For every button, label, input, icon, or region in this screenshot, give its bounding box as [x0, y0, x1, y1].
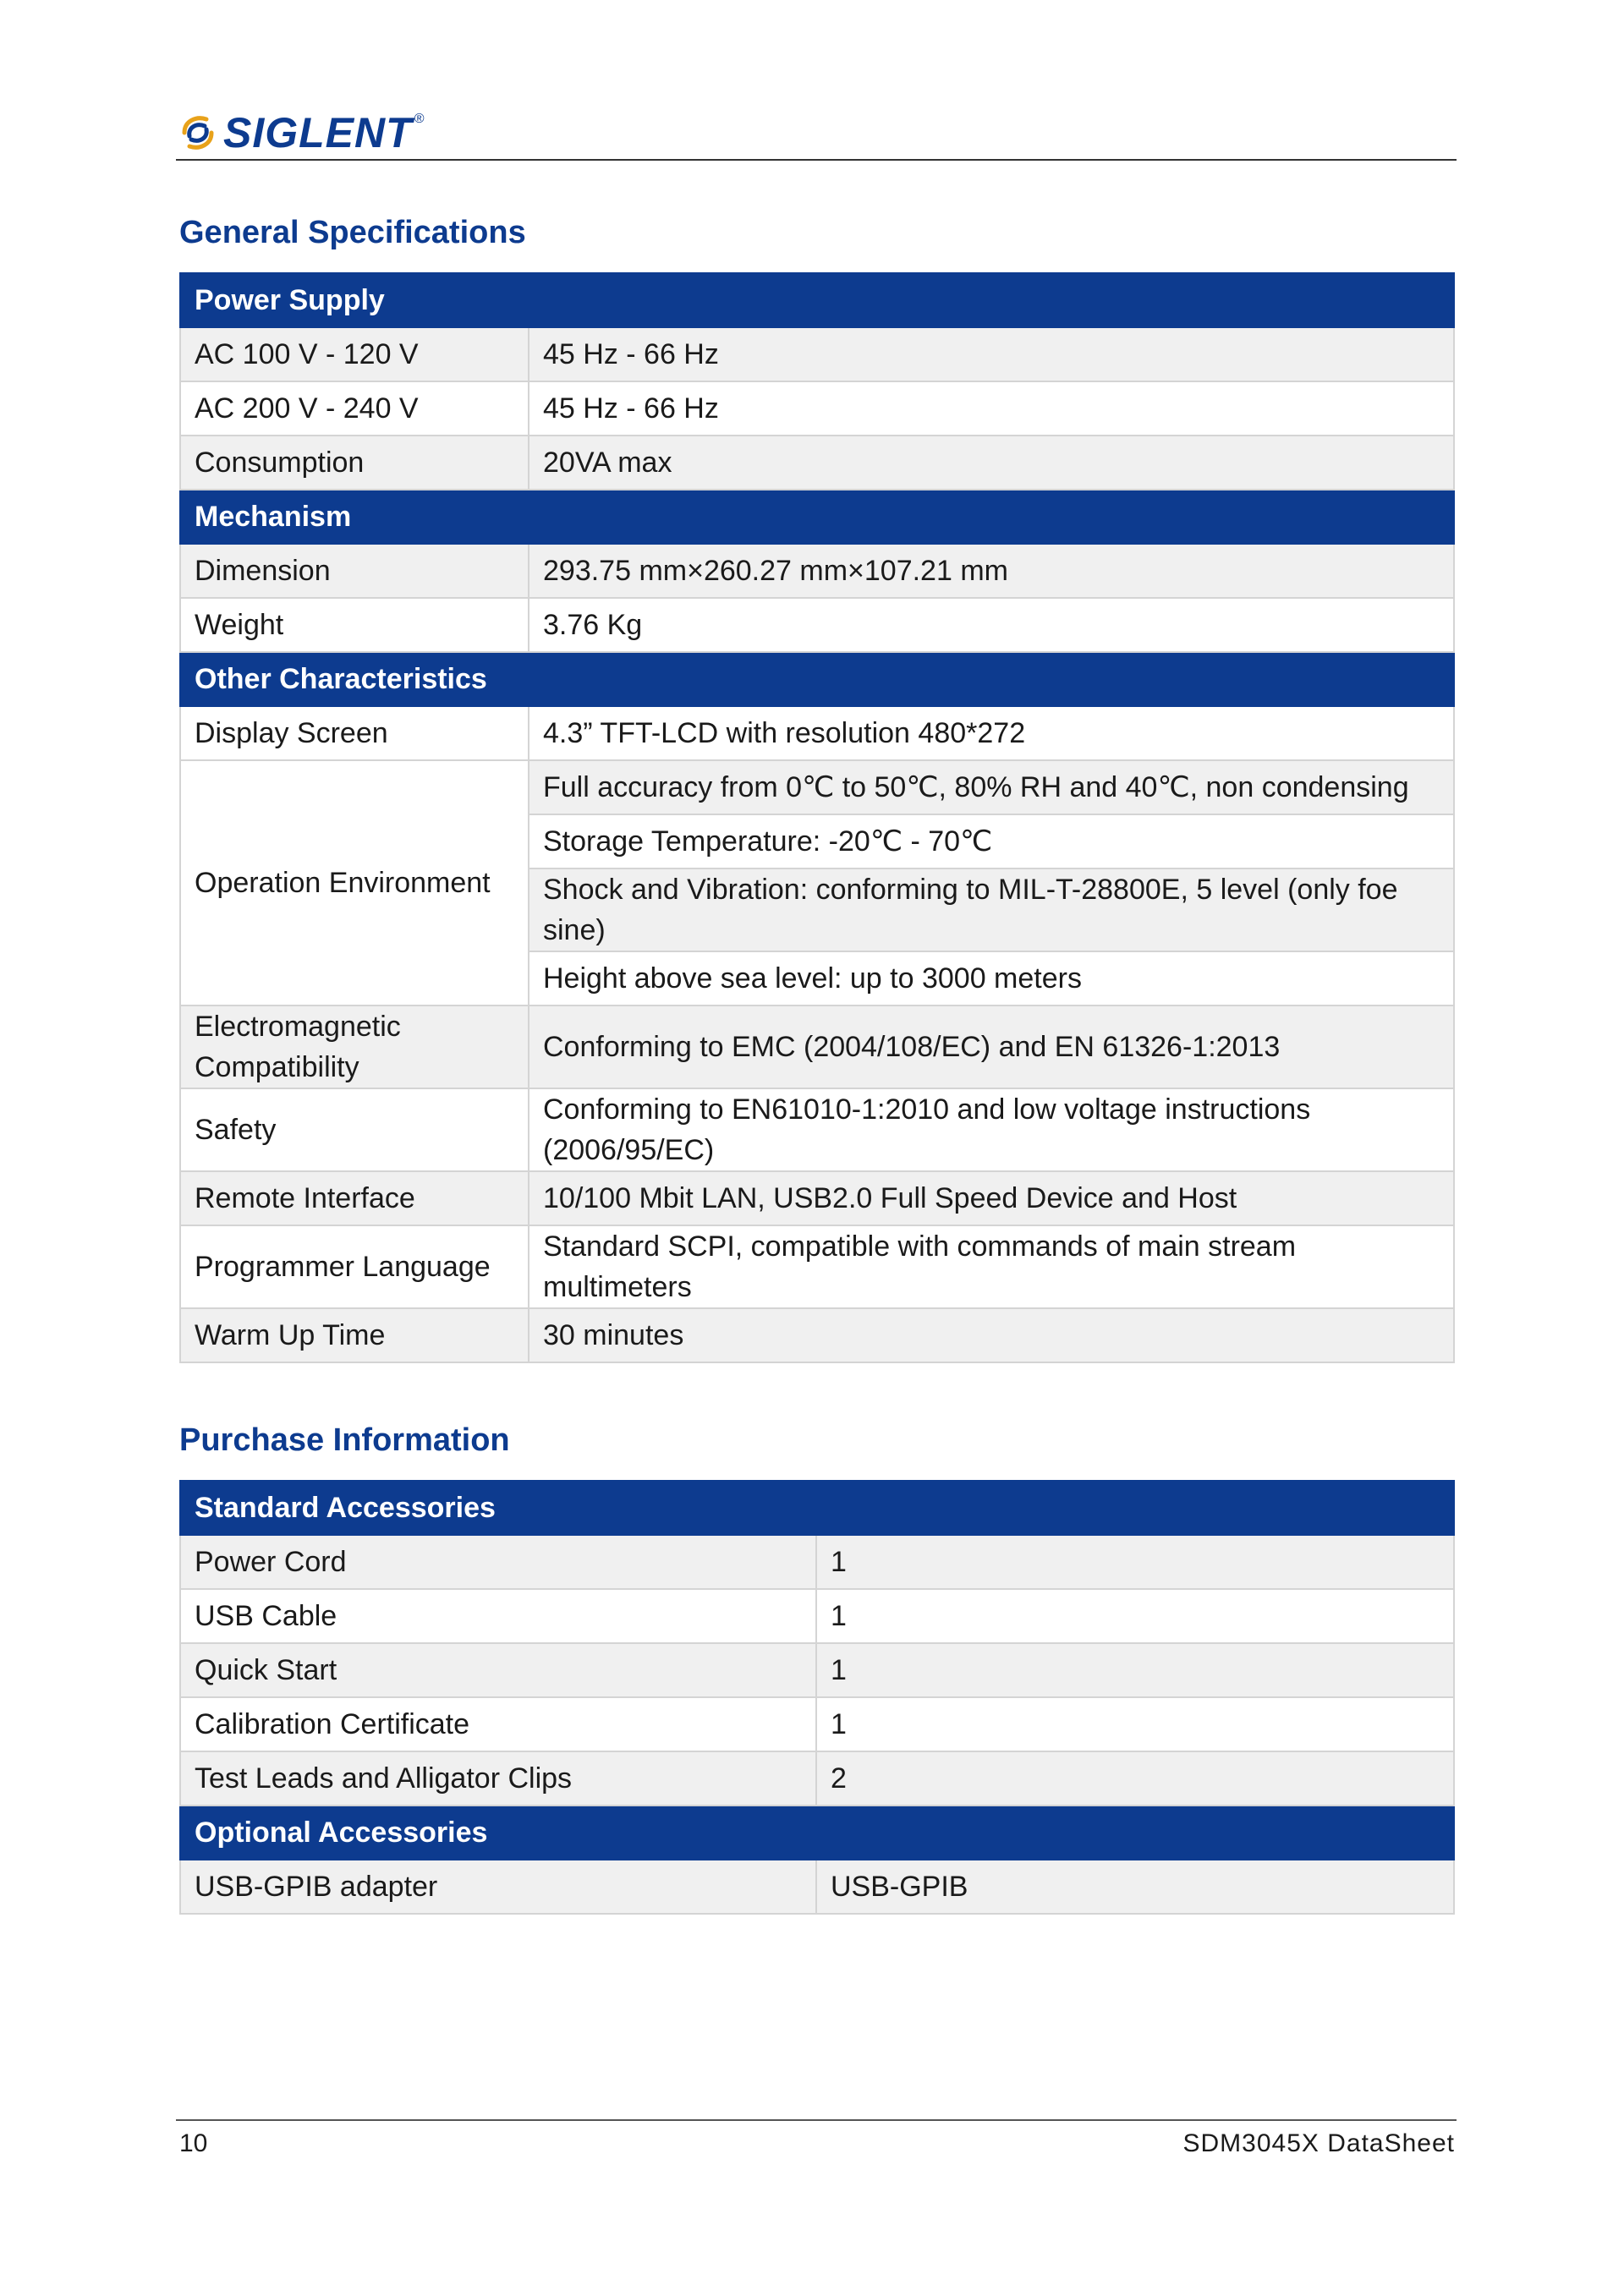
row-value: 2 — [816, 1751, 1454, 1806]
row-value: 1 — [816, 1643, 1454, 1697]
power-supply-header: Power Supply — [180, 273, 1454, 327]
page-number: 10 — [179, 2129, 208, 2157]
row-value: Conforming to EMC (2004/108/EC) and EN 61326-1:2013 — [529, 1006, 1454, 1088]
optional-accessories-header: Optional Accessories — [180, 1806, 1454, 1860]
table-row — [180, 1308, 1454, 1362]
row-label: Remote Interface — [180, 1171, 529, 1225]
row-value: 45 Hz - 66 Hz — [529, 327, 1454, 381]
table-row — [180, 1535, 1454, 1589]
row-label: Consumption — [180, 436, 529, 490]
row-value: 293.75 mm×260.27 mm×107.21 mm — [529, 544, 1454, 598]
row-label: Electromagnetic Compatibility — [180, 1006, 529, 1088]
row-label: AC 200 V - 240 V — [180, 381, 529, 436]
table-row — [180, 598, 1454, 652]
table-row — [180, 1088, 1454, 1171]
table-section-header — [180, 273, 1454, 327]
row-value: 4.3” TFT-LCD with resolution 480*272 — [529, 706, 1454, 760]
purchase-information-table — [179, 1480, 1455, 1915]
row-value: Height above sea level: up to 3000 meters — [529, 951, 1454, 1006]
row-value: 1 — [816, 1535, 1454, 1589]
table-section-header — [180, 490, 1454, 544]
general-specifications-title: General Specifications — [179, 215, 526, 250]
siglent-logo — [178, 108, 424, 157]
row-label: USB-GPIB adapter — [180, 1860, 816, 1914]
row-label: Safety — [180, 1088, 529, 1171]
table-row — [180, 1589, 1454, 1643]
table-row — [180, 1006, 1454, 1088]
footer-rule — [176, 2119, 1457, 2121]
table-row — [180, 1171, 1454, 1225]
row-value: Storage Temperature: -20℃ - 70℃ — [529, 814, 1454, 869]
row-label: Test Leads and Alligator Clips — [180, 1751, 816, 1806]
table-row — [180, 706, 1454, 760]
row-value: 30 minutes — [529, 1308, 1454, 1362]
row-label: USB Cable — [180, 1589, 816, 1643]
row-value: Full accuracy from 0℃ to 50℃, 80% RH and 40℃, non condensing — [529, 760, 1454, 814]
general-specifications-table — [179, 272, 1455, 1363]
row-label: AC 100 V - 120 V — [180, 327, 529, 381]
document-name: SDM3045X DataSheet — [1182, 2129, 1455, 2157]
table-section-header — [180, 1481, 1454, 1535]
operation-environment-label: Operation Environment — [180, 760, 529, 1006]
table-row — [180, 1697, 1454, 1751]
brand-name: SIGLENT — [223, 109, 413, 156]
row-label: Calibration Certificate — [180, 1697, 816, 1751]
row-value: 45 Hz - 66 Hz — [529, 381, 1454, 436]
table-row — [180, 760, 1454, 814]
table-section-header — [180, 1806, 1454, 1860]
row-value: Conforming to EN61010-1:2010 and low voltage instructions (2006/95/EC) — [529, 1088, 1454, 1171]
row-value: 10/100 Mbit LAN, USB2.0 Full Speed Device and Host — [529, 1171, 1454, 1225]
table-row — [180, 436, 1454, 490]
row-label: Weight — [180, 598, 529, 652]
standard-accessories-header: Standard Accessories — [180, 1481, 1454, 1535]
row-value: 3.76 Kg — [529, 598, 1454, 652]
table-section-header — [180, 652, 1454, 706]
row-value: 1 — [816, 1589, 1454, 1643]
row-value: USB-GPIB — [816, 1860, 1454, 1914]
row-value: 20VA max — [529, 436, 1454, 490]
row-label: Power Cord — [180, 1535, 816, 1589]
row-value: Shock and Vibration: conforming to MIL-T-28800E, 5 level (only foe sine) — [529, 869, 1454, 951]
row-label: Dimension — [180, 544, 529, 598]
row-label: Display Screen — [180, 706, 529, 760]
row-label: Warm Up Time — [180, 1308, 529, 1362]
siglent-swirl-icon — [178, 111, 218, 155]
other-characteristics-header: Other Characteristics — [180, 652, 1454, 706]
table-row — [180, 1643, 1454, 1697]
table-row — [180, 1751, 1454, 1806]
table-row — [180, 381, 1454, 436]
row-value: 1 — [816, 1697, 1454, 1751]
table-row — [180, 327, 1454, 381]
table-row — [180, 1225, 1454, 1308]
table-row — [180, 1860, 1454, 1914]
header-rule — [176, 159, 1457, 161]
row-label: Programmer Language — [180, 1225, 529, 1308]
registered-mark: ® — [414, 112, 425, 126]
table-row — [180, 544, 1454, 598]
mechanism-header: Mechanism — [180, 490, 1454, 544]
purchase-information-title: Purchase Information — [179, 1422, 510, 1458]
row-label: Quick Start — [180, 1643, 816, 1697]
row-value: Standard SCPI, compatible with commands of main stream multimeters — [529, 1225, 1454, 1308]
